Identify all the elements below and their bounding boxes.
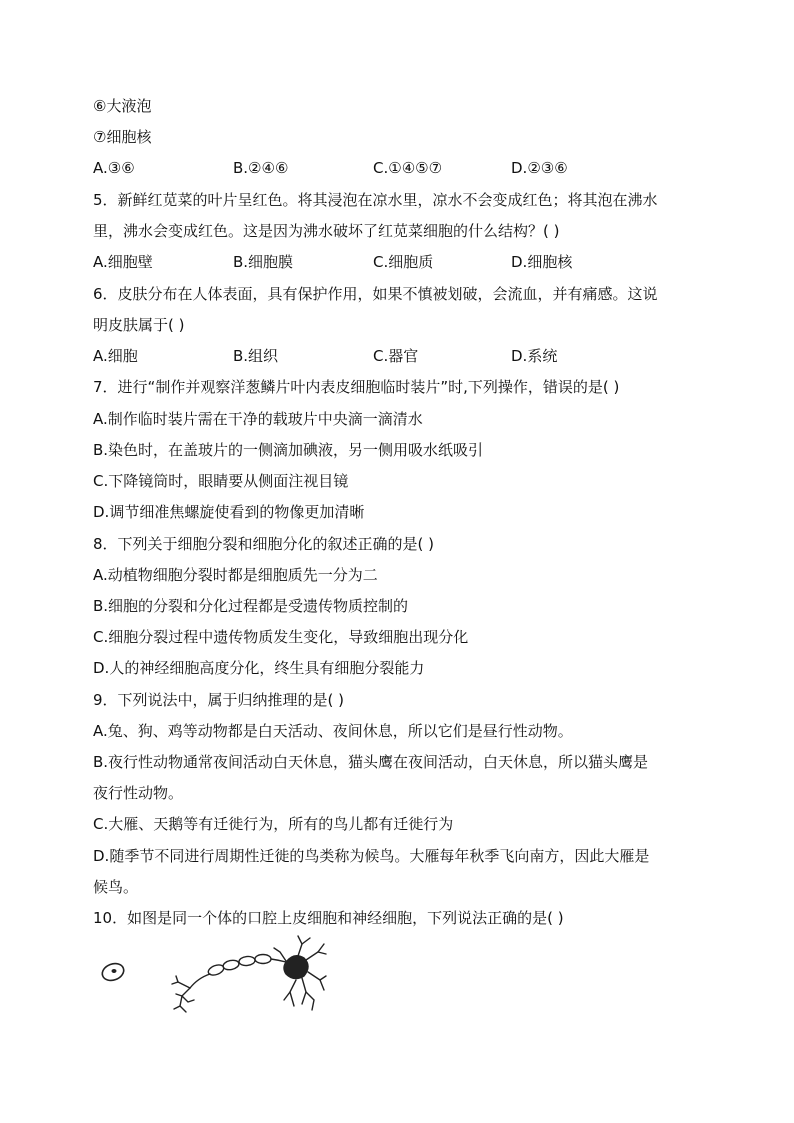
- q6-option-a: A.细胞: [93, 347, 138, 365]
- q8-option-a: A.动植物细胞分裂时都是细胞质先一分为二: [93, 566, 378, 584]
- q6-option-d: D.系统: [511, 347, 558, 365]
- q7-option-a: A.制作临时装片需在干净的载玻片中央滴一滴清水: [93, 410, 423, 428]
- q8-option-d: D.人的神经细胞高度分化，终生具有细胞分裂能力: [93, 659, 425, 677]
- q9-stem: 9．下列说法中，属于归纳推理的是( ): [93, 691, 345, 709]
- q5-option-b: B.细胞膜: [233, 253, 294, 271]
- q4-option-a: A.③⑥: [93, 159, 135, 177]
- q9-option-b-line-2: 夜行性动物。: [93, 784, 184, 802]
- q9-option-a: A.兔、狗、鸡等动物都是白天活动、夜间休息，所以它们是昼行性动物。: [93, 722, 573, 740]
- option-line-7: ⑦细胞核: [93, 128, 152, 146]
- q9-option-c: C.大雁、天鹅等有迁徙行为，所有的鸟儿都有迁徙行为: [93, 815, 454, 833]
- q7-option-b: B.染色时，在盖玻片的一侧滴加碘液，另一侧用吸水纸吸引: [93, 441, 484, 459]
- cell-figure: [98, 934, 328, 1014]
- q8-option-c: C.细胞分裂过程中遗传物质发生变化，导致细胞出现分化: [93, 628, 469, 646]
- q4-option-d: D.②③⑥: [511, 159, 568, 177]
- q5-stem-line-2: 里，沸水会变成红色。这是因为沸水破坏了红苋菜细胞的什么结构？( ): [93, 222, 560, 240]
- q9-option-d-line-2: 候鸟。: [93, 878, 139, 896]
- q9-option-d-line-1: D.随季节不同进行周期性迁徙的鸟类称为候鸟。大雁每年秋季飞向南方，因此大雁是: [93, 847, 650, 865]
- q7-option-d: D.调节细准焦螺旋使看到的物像更加清晰: [93, 503, 365, 521]
- q5-option-c: C.细胞质: [373, 253, 434, 271]
- neuron-drawing: [172, 936, 326, 1012]
- epithelial-cell-drawing: [100, 961, 126, 984]
- q5-option-d: D.细胞核: [511, 253, 573, 271]
- q5-stem-line-1: 5．新鲜红苋菜的叶片呈红色。将其浸泡在凉水里，凉水不会变成红色；将其泡在沸水: [93, 191, 658, 209]
- q8-stem: 8．下列关于细胞分裂和细胞分化的叙述正确的是( ): [93, 535, 435, 553]
- q10-stem: 10．如图是同一个体的口腔上皮细胞和神经细胞，下列说法正确的是( ): [93, 909, 564, 927]
- q7-option-c: C.下降镜筒时，眼睛要从侧面注视目镜: [93, 472, 349, 490]
- q6-stem-line-1: 6．皮肤分布在人体表面，具有保护作用，如果不慎被划破，会流血，并有痛感。这说: [93, 285, 658, 303]
- q9-option-b-line-1: B.夜行性动物通常夜间活动白天休息，猫头鹰在夜间活动，白天休息，所以猫头鹰是: [93, 753, 649, 771]
- q4-option-c: C.①④⑤⑦: [373, 159, 443, 177]
- q7-stem: 7．进行“制作并观察洋葱鳞片叶内表皮细胞临时装片”时,下列操作，错误的是( ): [93, 378, 620, 396]
- q4-option-b: B.②④⑥: [233, 159, 289, 177]
- option-line-6: ⑥大液泡: [93, 97, 152, 115]
- q6-option-b: B.组织: [233, 347, 279, 365]
- q6-stem-line-2: 明皮肤属于( ): [93, 316, 185, 334]
- q8-option-b: B.细胞的分裂和分化过程都是受遗传物质控制的: [93, 597, 409, 615]
- q6-option-c: C.器官: [373, 347, 419, 365]
- q5-option-a: A.细胞壁: [93, 253, 153, 271]
